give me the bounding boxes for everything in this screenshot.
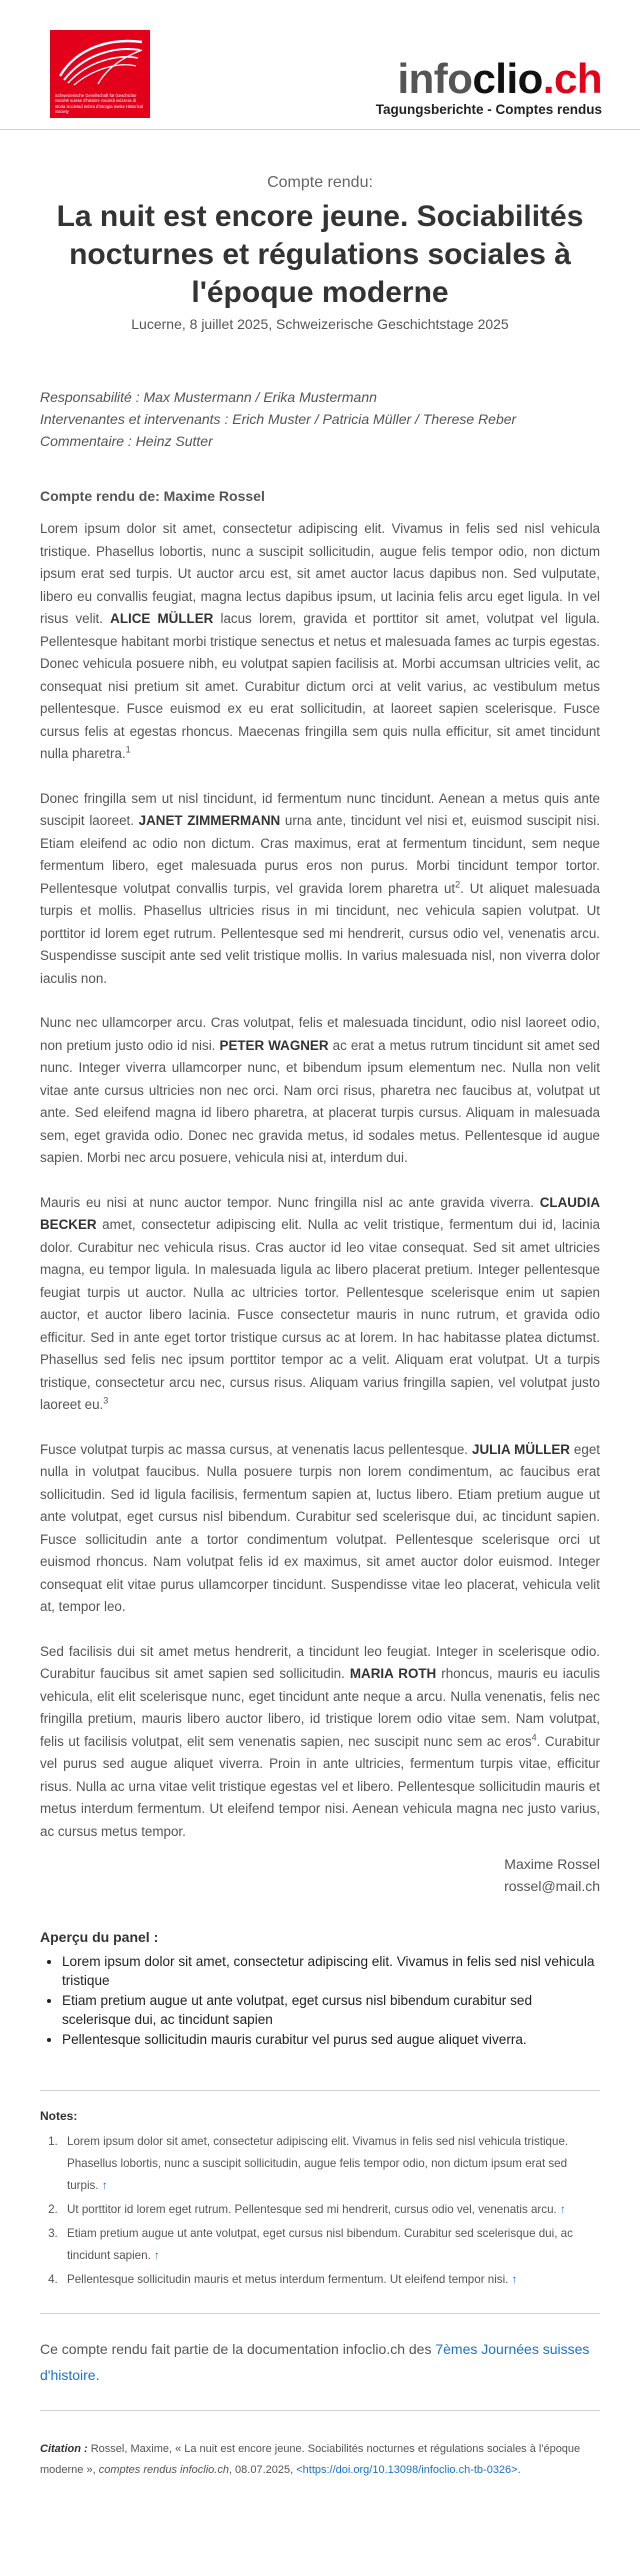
citation-label: Citation : bbox=[40, 2442, 88, 2455]
notes-list bbox=[61, 2131, 600, 2291]
note-item: 2. Ut porttitor id lorem eget rutrum. Pellentesque sed mi hendrerit, cursus odio vel, venenatis arcu. ↑ bbox=[61, 2199, 600, 2221]
notes-heading: Notes: bbox=[40, 2108, 78, 2123]
article-body bbox=[40, 518, 600, 1843]
citation: Citation : Rossel, Maxime, « La nuit est encore jeune. Sociabilités nocturnes et régulations sociales à l'époque moderne », comptes rendus infoclio.ch, 08.07.2025, <https://doi.org/10.13098/infoclio.ch-tb-0326>. bbox=[40, 2442, 581, 2476]
title-block bbox=[0, 174, 640, 332]
list-item: • Lorem ipsum dolor sit amet, consectetur adipiscing elit. Vivamus in felis sed nisl vehicula tristique bbox=[62, 1953, 600, 1990]
logo-text: Schweizerische Gesellschaft für Geschichte Société suisse d'histoire Società svizzera di storia Societad svizra d'istorgia Swiss Historical Society bbox=[55, 93, 144, 114]
divider bbox=[40, 2090, 600, 2091]
page-header bbox=[0, 0, 640, 130]
speaker-name: MARIA ROTH bbox=[349, 1666, 437, 1681]
report-author-label: Compte rendu de: Maxime Rossel bbox=[40, 488, 265, 504]
speaker-name: JULIA MÜLLER bbox=[472, 1441, 570, 1457]
kicker: Compte rendu: bbox=[267, 174, 373, 191]
speaker-name: ALICE MÜLLER bbox=[110, 611, 214, 626]
signature-email: rossel@mail.ch bbox=[504, 1878, 600, 1894]
brand-subtitle: Tagungsberichte - Comptes rendus bbox=[375, 102, 602, 117]
panel-heading: Aperçu du panel : bbox=[40, 1929, 159, 1945]
swoosh-logo-icon bbox=[58, 36, 144, 86]
signature-name: Maxime Rossel bbox=[504, 1856, 600, 1872]
note-item: 3. Etiam pretium augue ut ante volutpat, eget cursus nisl bibendum. Curabitur sed scelerisque dui, ac tincidunt sapien. ↑ bbox=[61, 2223, 600, 2267]
back-to-text-icon[interactable]: ↑ bbox=[511, 2272, 518, 2286]
doi-link[interactable]: <https://doi.org/10.13098/infoclio.ch-tb-0326> bbox=[296, 2463, 518, 2476]
signature bbox=[40, 1853, 600, 1897]
back-to-text-icon[interactable]: ↑ bbox=[101, 2178, 108, 2192]
note-item: 1. Lorem ipsum dolor sit amet, consectetur adipiscing elit. Vivamus in felis sed nisl vehicula tristique. Phasellus lobortis, nunc a suscipit sollicitudin, augue felis tempor odio, non dictum ipsum erat sed turpis. ↑ bbox=[61, 2131, 600, 2197]
paragraph: Donec fringilla sem ut nisl tincidunt, id fermentum nunc tincidunt. Aenean a metus quis ante suscipit laoreet. JANET ZIMMERMANN urna ante, tincidunt vel nisi et, euismod suscipit nisi. Etiam eleifend ac odio non dictum. Cras maximus, erat at fermentum tincidunt, sem neque fermentum libero, eget malesuada purus eros non purus. Morbi tincidunt tempor tortor. Pellentesque volutpat convallis turpis, vel gravida lorem pharetra $ut^2$. Ut aliquet malesuada turpis et mollis. Phasellus ultricies risus in mi tincidunt, nec vehicula sapien volutpat. Ut porttitor id lorem eget rutrum. Pellentesque sed mi hendrerit, cursus odio vel, venenatis arcu. Suspendisse suscipit ante sed velit tristique mollis. In varius malesuada nisl, non viverra dolor iaculis non. bbox=[40, 790, 600, 986]
list-item: • Pellentesque sollicitudin mauris curabitur vel purus sed augue aliquet viverra. bbox=[62, 2031, 600, 2050]
documentation-note: Ce compte rendu fait partie de la documentation infoclio.ch des 7èmes Journées suisses d'histoire. bbox=[40, 2340, 590, 2383]
footnote-ref[interactable]: 3 bbox=[103, 1395, 109, 1406]
credit-line: Responsabilité : Max Mustermann / Erika Mustermann bbox=[40, 389, 377, 405]
note-item: 4. Pellentesque sollicitudin mauris et metus interdum fermentum. Ut eleifend tempor nisi. ↑ bbox=[61, 2269, 600, 2291]
divider bbox=[40, 2313, 600, 2314]
event-info: Lucerne, 8 juillet 2025, Schweizerische Geschichtstage 2025 bbox=[131, 316, 509, 332]
brand-name: infoclio.ch bbox=[397, 55, 602, 102]
paragraph: Sed facilisis dui sit amet metus hendrerit, a tincidunt leo feugiat. Integer in scelerisque odio. Curabitur faucibus sit amet sapien sed sollicitudin. MARIA ROTH rhoncus, mauris eu iaculis vehicula, elit elit scelerisque nunc, eget tincidunt ante neque a arcu. Nulla venenatis, felis nec fringilla pretium, mauris libero auctor libero, id tristique lorem odio vitae sem. Nam volutpat, felis ut facilisis volutpat, elit sem venenatis sapien, nec suscipit nunc sem ac eros$^4$. Curabitur vel purus sed augue aliquet viverra. Proin in ante ultricies, fermentum turpis vitae, efficitur risus. Nulla ac urna vitae velit tristique egestas vel et libero. Pellentesque sollicitudin mauris et metus interdum fermentum. Ut eleifend tempor nisi. Aenean vehicula magna nec justo varius, ac cursus metus tempor. bbox=[40, 1643, 600, 1839]
speaker-name: CLAUDIA BECKER bbox=[40, 1194, 600, 1232]
credits bbox=[40, 386, 600, 452]
paragraph: Fusce volutpat turpis ac massa cursus, at venenatis lacus pellentesque. JULIA MÜLLER eget nulla in volutpat faucibus. Nulla posuere turpis non lorem condimentum, ac faucibus erat sollicitudin. Sed id ligula facilisis, fermentum sapien at, luctus libero. Etiam pretium augue ut ante volutpat, eget cursus nisl bibendum. Curabitur sed scelerisque dui, ac tincidunt sapien. Fusce sollicitudin ante a tortor condimentum volutpat. Pellentesque scelerisque orci ut euismod rhoncus. Nam volutpat felis id ex maximus, sit amet auctor dolor euismod. Integer consequat elit vitae purus ullamcorper tincidunt. Suspendisse vitae leo placerat, vehicula velit at, tempor leo. bbox=[40, 1441, 600, 1614]
paragraph: Mauris eu nisi at nunc auctor tempor. Nunc fringilla nisl ac ante gravida viverra. CLAUDIA BECKER amet, consectetur adipiscing elit. Nulla ac velit tristique, fermentum dui id, lacinia dolor. Curabitur nec vehicula risus. Cras auctor id leo vitae consequat. Sed sit amet ultricies magna, eu tempor ligula. In malesuada ligula ac libero placerat pretium. Integer pellentesque feugiat turpis ut auctor. Nulla ac ultricies tortor. Pellentesque scelerisque enim ut sapien auctor, et auctor libero lacinia. Fusce consectetur mauris in nunc rutrum, et gravida odio efficitur. Sed in ante eget tortor tristique cursus ac at lorem. In hac habitasse platea dictumst. Phasellus sed felis nec ipsum porttitor tempor ac a velit. Aliquam erat volutpat. Ut a turpis tristique, consectetur arcu nec, cursus risus. Aliquam varius fringilla sapien, vel volutpat justo laoreet eu.$^3$ bbox=[40, 1194, 600, 1412]
back-to-text-icon[interactable]: ↑ bbox=[154, 2248, 160, 2262]
divider bbox=[40, 2410, 600, 2411]
list-item: • Etiam pretium augue ut ante volutpat, eget cursus nisl bibendum curabitur sed scelerisque dui, ac tincidunt sapien bbox=[62, 1992, 600, 2029]
credit-line: Commentaire : Heinz Sutter bbox=[40, 433, 213, 449]
page-title: La nuit est encore jeune. Sociabilités nocturnes et régulations sociales à l'époque moderne bbox=[56, 200, 584, 309]
back-to-text-icon[interactable]: ↑ bbox=[559, 2202, 566, 2216]
event-link[interactable]: 7èmes Journées suisses d'histoire bbox=[40, 2340, 590, 2383]
footnote-ref[interactable]: 4 bbox=[531, 1732, 537, 1743]
footnote-ref[interactable]: 1 bbox=[125, 744, 131, 755]
footnote-ref[interactable]: 2 bbox=[455, 879, 461, 890]
panel-list bbox=[62, 1953, 600, 2050]
paragraph: Nunc nec ullamcorper arcu. Cras volutpat, felis et malesuada tincidunt, odio nisl laoreet odio, non pretium justo odio id nisi. PETER WAGNER ac erat a metus rutrum tincidunt sit amet sed nunc. Integer viverra ullamcorper nunc, et bibendum ipsum elementum nec. Nulla non velit vitae ante cursus ultricies non nec orci. Nam orci risus, pharetra nec faucibus at, volutpat ut ante. Sed eleifend magna id libero pharetra, at placerat turpis cursus. Aliquam in malesuada sem, eget gravida odio. Donec nec gravida metus, id sodales metus. Pellentesque id augue sapien. Morbi nec arcu posuere, vehicula nisi at, interdum dui. bbox=[40, 1015, 600, 1165]
speaker-name: JANET ZIMMERMANN bbox=[138, 813, 281, 828]
paragraph: Lorem ipsum dolor sit amet, consectetur adipiscing elit. Vivamus in felis sed nisl vehicula tristique. Phasellus lobortis, nunc a suscipit sollicitudin, augue felis tempor odio, non dictum ipsum erat sed turpis. Ut auctor arcu est, sit amet auctor lacus dapibus non. Sed vulputate, libero eu convallis feugiat, magna lectus dapibus ipsum, ut lacinia felis arcu eget ligula. In vel risus velit. ALICE MÜLLER lacus lorem, gravida et porttitor sit amet, volutpat vel ligula. Pellentesque habitant morbi tristique senectus et netus et malesuada fames ac turpis egestas. Donec vehicula posuere nibh, eu volutpat sapien facilisis at. Morbi accumsan ultricies velit, ac consequat nisi pretium sit amet. Curabitur dictum orci at velit varius, ac vestibulum metus pellentesque. Fusce euismod ex eu erat sollicitudin, at laoreet sapien scelerisque. Fusce cursus felis at egestas rhoncus. Maecenas fringilla sem quis nulla efficitur, sit amet tincidunt nulla pharetra.$^1$ bbox=[40, 521, 600, 761]
credit-line: Intervenantes et intervenants : Erich Muster / Patricia Müller / Therese Reber bbox=[40, 411, 517, 427]
society-logo[interactable] bbox=[50, 30, 150, 118]
speaker-name: PETER WAGNER bbox=[219, 1037, 329, 1053]
infoclio-brand[interactable] bbox=[375, 55, 602, 117]
